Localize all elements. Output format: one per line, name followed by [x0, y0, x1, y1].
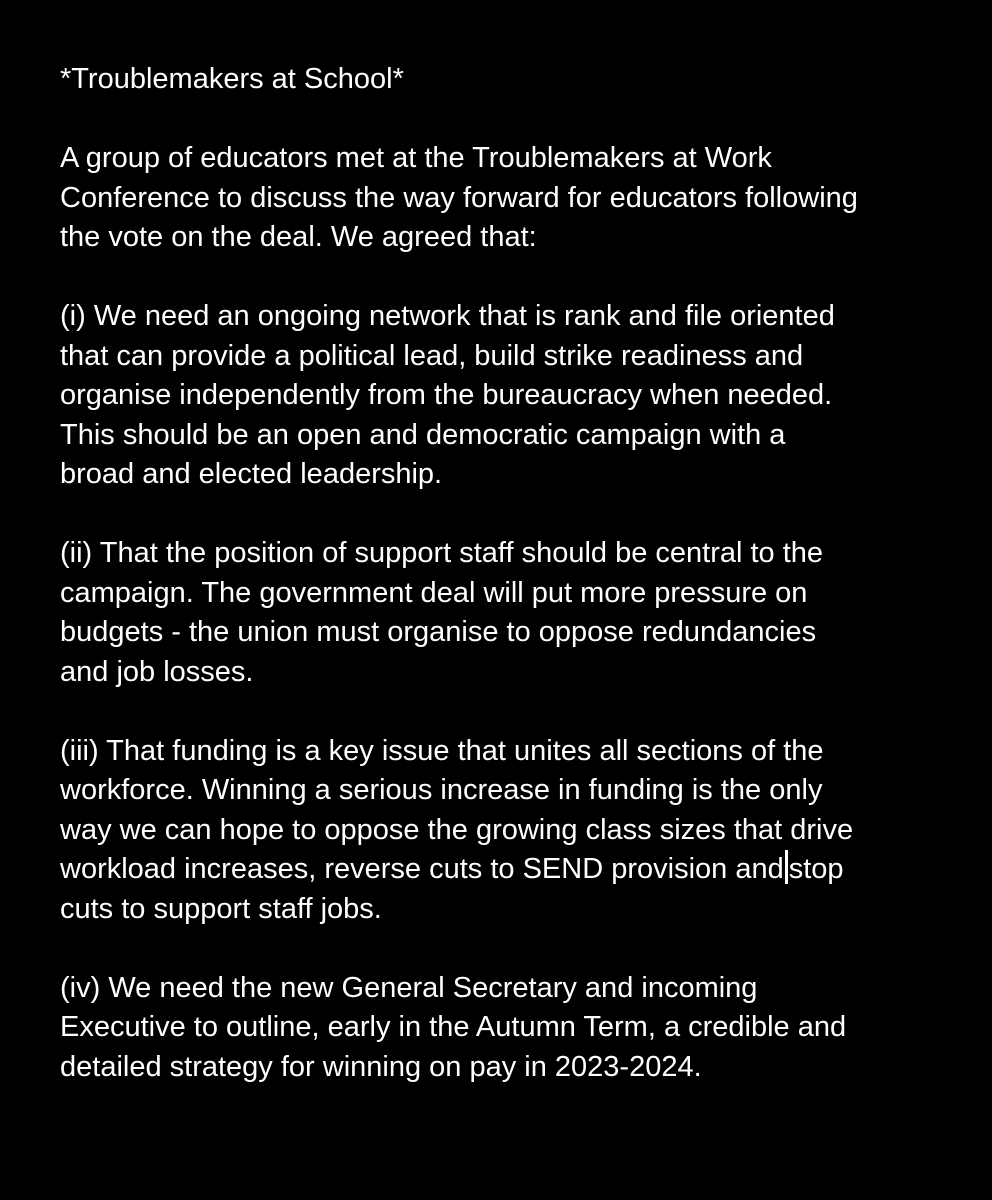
point-iv-line: Executive to outline, early in the Autumn Term, a credible and [60, 1011, 847, 1043]
point-iii-paragraph [60, 732, 940, 930]
text-before-caret: workload increases, reverse cuts to SEND provision and [60, 853, 784, 885]
blank-line [60, 100, 940, 140]
point-iii-line: way we can hope to oppose the growing class sizes that drive [60, 813, 854, 846]
note-body[interactable] [60, 60, 940, 1087]
point-iii-line: workforce. Winning a serious increase in funding is the only [60, 774, 823, 806]
point-ii-line: campaign. The government deal will put more pressure on [60, 576, 808, 609]
point-ii-line: budgets - the union must organise to oppose redundancies [60, 616, 817, 648]
point-iii-line: cuts to support staff jobs. [60, 892, 382, 925]
point-iv-line: detailed strategy for winning on pay in 2023-2024. [60, 1050, 702, 1083]
point-i-line: This should be an open and democratic campaign with a [60, 418, 786, 451]
intro-paragraph [60, 139, 940, 258]
point-ii-paragraph [60, 534, 940, 692]
text-after-caret: stop [788, 853, 844, 885]
point-iii-line: (iii) That funding is a key issue that unites all sections of the [60, 734, 824, 767]
point-i-line: that can provide a political lead, build strike readiness and [60, 339, 804, 372]
point-i-line: broad and elected leadership. [60, 458, 443, 490]
blank-line [60, 692, 940, 732]
blank-line [60, 258, 940, 298]
text-cursor [785, 850, 788, 884]
blank-line [60, 495, 940, 535]
point-iv-paragraph [60, 969, 940, 1088]
point-i-line: (i) We need an ongoing network that is rank and file oriented [60, 300, 835, 332]
intro-line: the vote on the deal. We agreed that: [60, 221, 537, 253]
point-ii-line: (ii) That the position of support staff should be central to the [60, 537, 824, 569]
note-title: *Troublemakers at School* [60, 63, 404, 95]
intro-line: Conference to discuss the way forward for educators following [60, 181, 858, 214]
point-ii-line: and job losses. [60, 655, 254, 688]
point-i-line: organise independently from the bureaucracy when needed. [60, 379, 833, 411]
point-iv-line: (iv) We need the new General Secretary and incoming [60, 971, 758, 1004]
point-iii-line-with-caret [60, 850, 940, 890]
point-i-paragraph [60, 297, 940, 495]
blank-line [60, 929, 940, 969]
intro-line: A group of educators met at the Troublemakers at Work [60, 142, 772, 174]
